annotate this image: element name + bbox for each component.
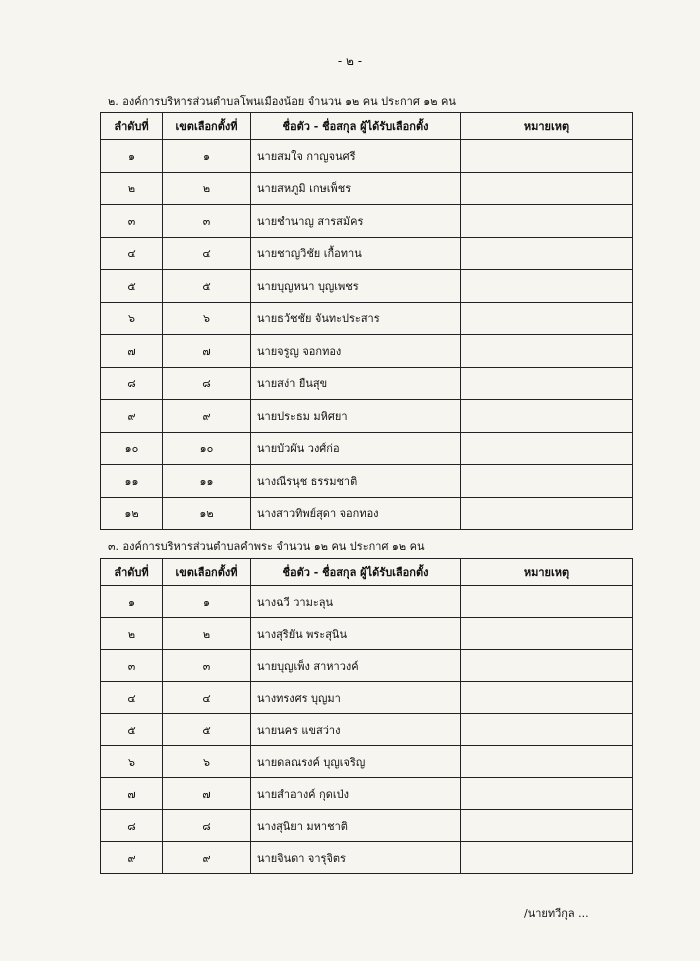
- cell-name: นายชาญวิชัย เกื้อทาน: [251, 237, 461, 270]
- cell-district: ๕: [163, 270, 251, 303]
- cell-name: นางฉวี วามะลุน: [251, 586, 461, 618]
- cell-district: ๖: [163, 746, 251, 778]
- cell-district: ๒: [163, 172, 251, 205]
- table-row: [101, 778, 633, 810]
- cell-remark: [461, 586, 633, 618]
- table-row: [101, 302, 633, 335]
- table-row: [101, 335, 633, 368]
- cell-district: ๑: [163, 586, 251, 618]
- cell-name: นายบุญเพ็ง สาหาวงค์: [251, 650, 461, 682]
- cell-order-number: ๒: [101, 172, 163, 205]
- cell-name: นายประธม มหิศยา: [251, 400, 461, 433]
- table-row: [101, 618, 633, 650]
- cell-order-number: ๕: [101, 714, 163, 746]
- cell-name: นายสง่า ยืนสุข: [251, 367, 461, 400]
- table-row: [101, 810, 633, 842]
- table-row: [101, 586, 633, 618]
- cell-remark: [461, 237, 633, 270]
- cell-district: ๑๒: [163, 497, 251, 530]
- cell-remark: [461, 650, 633, 682]
- cell-district: ๗: [163, 335, 251, 368]
- table-row: [101, 465, 633, 498]
- cell-order-number: ๔: [101, 237, 163, 270]
- table-row: [101, 367, 633, 400]
- table-row: [101, 682, 633, 714]
- cell-name: นางสุนิยา มหาชาติ: [251, 810, 461, 842]
- cell-name: นายนคร แขสว่าง: [251, 714, 461, 746]
- cell-remark: [461, 778, 633, 810]
- cell-order-number: ๓: [101, 205, 163, 238]
- cell-order-number: ๗: [101, 778, 163, 810]
- cell-order-number: ๔: [101, 682, 163, 714]
- cell-remark: [461, 367, 633, 400]
- table-row: [101, 650, 633, 682]
- cell-district: ๑: [163, 140, 251, 173]
- cell-district: ๘: [163, 810, 251, 842]
- table-row: [101, 237, 633, 270]
- col-header-name: ชื่อตัว - ชื่อสกุล ผู้ได้รับเลือกตั้ง: [251, 113, 461, 140]
- cell-remark: [461, 172, 633, 205]
- cell-order-number: ๑: [101, 586, 163, 618]
- table-row: [101, 842, 633, 874]
- cell-order-number: ๖: [101, 302, 163, 335]
- cell-district: ๙: [163, 842, 251, 874]
- cell-district: ๑๑: [163, 465, 251, 498]
- continuation-note: /นายทวีกุล ...: [524, 907, 589, 920]
- cell-name: นางทรงศร บุญมา: [251, 682, 461, 714]
- cell-order-number: ๘: [101, 810, 163, 842]
- cell-district: ๓: [163, 205, 251, 238]
- cell-order-number: ๑๐: [101, 432, 163, 465]
- cell-district: ๙: [163, 400, 251, 433]
- cell-order-number: ๒: [101, 618, 163, 650]
- cell-district: ๒: [163, 618, 251, 650]
- cell-remark: [461, 714, 633, 746]
- col-header-no: ลำดับที่: [101, 113, 163, 140]
- section-heading-2: ๓. องค์การบริหารส่วนตำบลคำพระ จำนวน ๑๒ คน ประกาศ ๑๒ คน: [108, 540, 425, 553]
- results-table-2: [100, 558, 633, 874]
- cell-remark: [461, 302, 633, 335]
- table-row: [101, 140, 633, 173]
- cell-remark: [461, 682, 633, 714]
- col-header-remark: หมายเหตุ: [461, 559, 633, 586]
- col-header-remark: หมายเหตุ: [461, 113, 633, 140]
- table-row: [101, 746, 633, 778]
- table-row: [101, 432, 633, 465]
- cell-district: ๗: [163, 778, 251, 810]
- cell-name: นางณีรนุช ธรรมชาติ: [251, 465, 461, 498]
- cell-remark: [461, 465, 633, 498]
- page-number: - ๒ -: [337, 54, 363, 68]
- cell-district: ๕: [163, 714, 251, 746]
- cell-name: นางสาวทิพย์สุดา จอกทอง: [251, 497, 461, 530]
- cell-district: ๖: [163, 302, 251, 335]
- results-table-1: [100, 112, 633, 530]
- table-header-row: [101, 559, 633, 586]
- cell-name: นางสุริยัน พระสุนิน: [251, 618, 461, 650]
- cell-name: นายสมใจ กาญจนศรี: [251, 140, 461, 173]
- cell-remark: [461, 432, 633, 465]
- cell-order-number: ๙: [101, 842, 163, 874]
- cell-remark: [461, 335, 633, 368]
- cell-name: นายจินดา จารุจิตร: [251, 842, 461, 874]
- cell-remark: [461, 400, 633, 433]
- cell-district: ๔: [163, 682, 251, 714]
- table-row: [101, 714, 633, 746]
- cell-order-number: ๑๑: [101, 465, 163, 498]
- cell-remark: [461, 618, 633, 650]
- cell-remark: [461, 497, 633, 530]
- cell-order-number: ๓: [101, 650, 163, 682]
- cell-order-number: ๙: [101, 400, 163, 433]
- col-header-district: เขตเลือกตั้งที่: [163, 113, 251, 140]
- cell-name: นายสหภูมิ เกษเพ็ชร: [251, 172, 461, 205]
- cell-name: นายจรูญ จอกทอง: [251, 335, 461, 368]
- table-row: [101, 205, 633, 238]
- cell-order-number: ๕: [101, 270, 163, 303]
- cell-order-number: ๑: [101, 140, 163, 173]
- cell-order-number: ๑๒: [101, 497, 163, 530]
- cell-remark: [461, 205, 633, 238]
- cell-remark: [461, 140, 633, 173]
- cell-remark: [461, 746, 633, 778]
- section-heading-1: ๒. องค์การบริหารส่วนตำบลโพนเมืองน้อย จำนวน ๑๒ คน ประกาศ ๑๒ คน: [108, 95, 456, 108]
- cell-district: ๓: [163, 650, 251, 682]
- cell-district: ๘: [163, 367, 251, 400]
- table-row: [101, 400, 633, 433]
- col-header-name: ชื่อตัว - ชื่อสกุล ผู้ได้รับเลือกตั้ง: [251, 559, 461, 586]
- cell-order-number: ๘: [101, 367, 163, 400]
- cell-name: นายสำอางค์ กุดเป่ง: [251, 778, 461, 810]
- cell-remark: [461, 842, 633, 874]
- table-row: [101, 172, 633, 205]
- table-row: [101, 497, 633, 530]
- table-row: [101, 270, 633, 303]
- cell-remark: [461, 270, 633, 303]
- cell-order-number: ๖: [101, 746, 163, 778]
- cell-district: ๔: [163, 237, 251, 270]
- cell-name: นายชำนาญ สารสมัคร: [251, 205, 461, 238]
- cell-remark: [461, 810, 633, 842]
- cell-order-number: ๗: [101, 335, 163, 368]
- cell-name: นายบุญหนา บุญเพชร: [251, 270, 461, 303]
- cell-name: นายธวัชชัย จันทะประสาร: [251, 302, 461, 335]
- table-header-row: [101, 113, 633, 140]
- col-header-district: เขตเลือกตั้งที่: [163, 559, 251, 586]
- cell-name: นายบัวผัน วงศ์ก่อ: [251, 432, 461, 465]
- cell-district: ๑๐: [163, 432, 251, 465]
- cell-name: นายดลณรงค์ บุญเจริญ: [251, 746, 461, 778]
- col-header-no: ลำดับที่: [101, 559, 163, 586]
